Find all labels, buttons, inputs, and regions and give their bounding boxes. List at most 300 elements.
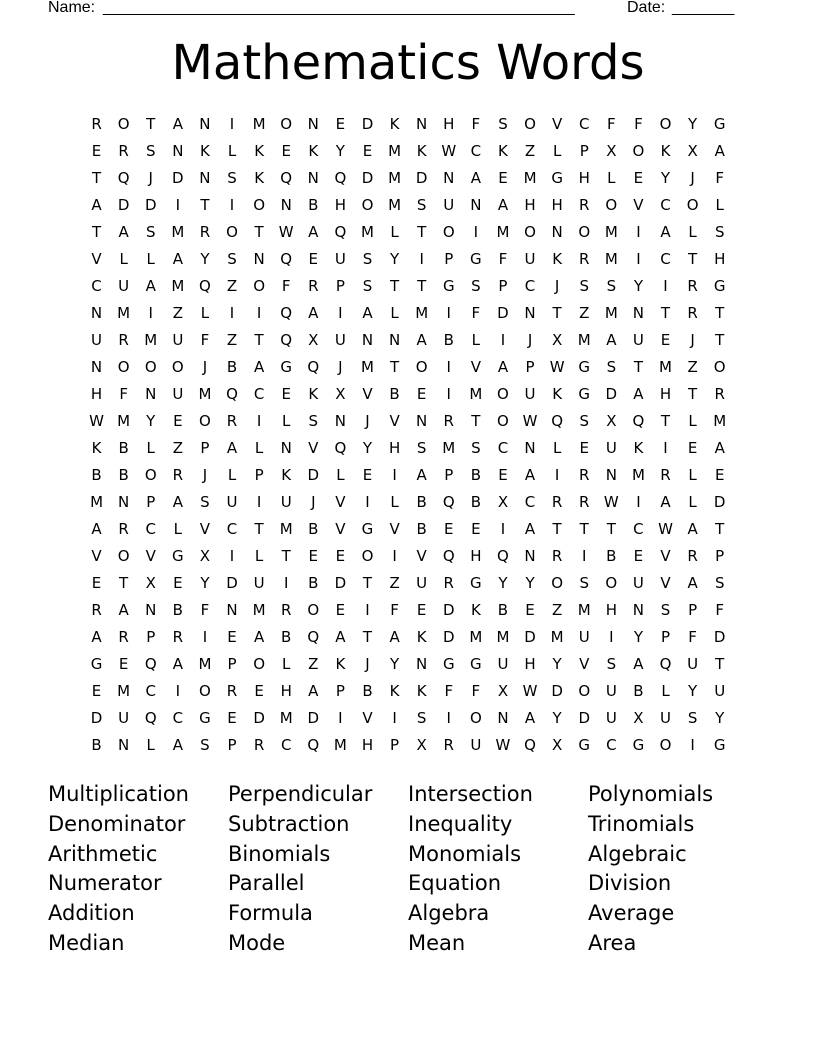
grid-letter[interactable]: E [498,169,508,187]
grid-letter[interactable]: N [334,412,346,430]
grid-letter[interactable]: O [226,223,238,241]
grid-letter[interactable]: U [524,250,536,268]
grid-letter[interactable]: C [633,520,644,538]
grid-letter[interactable]: H [280,682,292,700]
grid-letter[interactable]: Z [389,574,400,592]
grid-letter[interactable]: K [633,439,644,457]
grid-letter[interactable]: O [713,358,726,376]
grid-letter[interactable]: A [687,574,698,592]
grid-letter[interactable]: M [361,223,374,241]
grid-letter[interactable]: B [606,547,617,565]
grid-letter[interactable]: V [335,493,346,511]
grid-letter[interactable]: V [362,385,373,403]
grid-letter[interactable]: P [498,277,508,295]
grid-letter[interactable]: R [91,601,102,619]
grid-letter[interactable]: S [579,574,589,592]
grid-letter[interactable]: G [442,277,455,295]
grid-letter[interactable]: T [715,655,725,673]
grid-letter[interactable]: G [90,655,103,673]
grid-letter[interactable]: Y [688,682,698,700]
grid-letter[interactable]: C [578,115,590,133]
grid-letter[interactable]: Q [144,709,157,727]
grid-letter[interactable]: D [442,628,455,646]
grid-letter[interactable]: Y [688,115,698,133]
grid-letter[interactable]: R [551,493,563,511]
grid-letter[interactable]: E [633,169,644,187]
grid-letter[interactable]: O [171,358,184,376]
grid-letter[interactable]: S [145,142,156,160]
grid-letter[interactable]: C [524,493,536,511]
grid-letter[interactable]: N [361,331,374,349]
grid-letter[interactable]: T [281,547,291,565]
grid-letter[interactable]: F [444,682,454,700]
grid-letter[interactable]: M [469,628,483,646]
grid-letter[interactable]: D [713,628,726,646]
grid-letter[interactable]: L [254,547,264,565]
grid-letter[interactable]: C [660,250,671,268]
grid-letter[interactable]: H [443,115,455,133]
grid-letter[interactable]: Q [442,493,455,511]
grid-letter[interactable]: X [687,142,698,160]
grid-letter[interactable]: S [606,277,617,295]
grid-letter[interactable]: V [660,547,671,565]
grid-letter[interactable]: W [278,223,294,241]
grid-letter[interactable]: F [471,304,481,322]
grid-letter[interactable]: J [690,169,695,187]
grid-letter[interactable]: M [361,358,374,376]
grid-letter[interactable]: Q [551,412,564,430]
grid-letter[interactable]: Q [226,385,238,403]
grid-letter[interactable]: A [172,736,183,754]
grid-letter[interactable]: W [89,412,104,430]
grid-letter[interactable]: X [145,574,156,592]
grid-letter[interactable]: C [660,196,671,214]
grid-letter[interactable]: F [471,115,481,133]
grid-letter[interactable]: Y [660,169,671,187]
grid-letter[interactable]: V [660,574,671,592]
grid-letter[interactable]: G [578,358,591,376]
grid-letter[interactable]: Z [226,277,238,295]
grid-letter[interactable]: O [117,115,130,133]
grid-letter[interactable]: F [471,682,481,700]
grid-letter[interactable]: Z [552,601,563,619]
grid-letter[interactable]: S [498,115,508,133]
grid-letter[interactable]: M [388,196,402,214]
grid-letter[interactable]: Y [633,277,643,295]
grid-letter[interactable]: D [361,169,374,187]
grid-letter[interactable]: S [308,412,319,430]
grid-letter[interactable]: M [252,115,266,133]
grid-letter[interactable]: R [579,196,590,214]
grid-letter[interactable]: L [552,142,562,160]
grid-letter[interactable]: A [606,331,617,349]
grid-letter[interactable]: I [392,709,397,727]
grid-letter[interactable]: N [416,655,428,673]
grid-letter[interactable]: O [117,358,130,376]
grid-letter[interactable]: Y [200,574,210,592]
grid-letter[interactable]: T [688,250,698,268]
grid-letter[interactable]: S [606,655,617,673]
grid-letter[interactable]: R [199,223,211,241]
grid-letter[interactable]: H [524,655,536,673]
grid-letter[interactable]: S [714,574,725,592]
grid-letter[interactable]: R [226,682,238,700]
grid-letter[interactable]: D [90,709,103,727]
grid-letter[interactable]: I [636,250,641,268]
grid-letter[interactable]: I [175,682,181,700]
grid-letter[interactable]: B [172,601,183,619]
grid-letter[interactable]: E [471,520,481,538]
grid-letter[interactable]: Z [308,655,319,673]
grid-letter[interactable]: V [552,115,563,133]
grid-letter[interactable]: E [91,682,102,700]
grid-letter[interactable]: M [171,277,185,295]
grid-letter[interactable]: E [660,331,671,349]
grid-letter[interactable]: E [335,547,346,565]
grid-letter[interactable]: X [633,709,644,727]
grid-letter[interactable]: A [633,385,644,403]
grid-letter[interactable]: H [659,385,672,403]
grid-letter[interactable]: P [227,736,237,754]
grid-letter[interactable]: N [280,439,292,457]
grid-letter[interactable]: R [253,736,265,754]
grid-letter[interactable]: I [229,196,235,214]
grid-letter[interactable]: J [365,412,370,430]
grid-letter[interactable]: V [470,358,481,376]
grid-letter[interactable]: C [470,142,482,160]
grid-letter[interactable]: H [334,196,347,214]
grid-letter[interactable]: S [714,223,725,241]
grid-letter[interactable]: O [253,655,266,673]
grid-letter[interactable]: M [469,385,483,403]
grid-letter[interactable]: Q [144,655,157,673]
grid-letter[interactable]: F [715,169,725,187]
grid-letter[interactable]: A [118,223,129,241]
grid-letter[interactable]: A [172,493,183,511]
grid-letter[interactable]: D [307,466,320,484]
grid-letter[interactable]: C [524,277,536,295]
grid-letter[interactable]: D [605,385,618,403]
grid-letter[interactable]: V [579,655,590,673]
grid-letter[interactable]: B [389,385,400,403]
grid-letter[interactable]: D [117,196,130,214]
grid-letter[interactable]: E [335,115,346,133]
grid-letter[interactable]: D [497,304,509,322]
grid-letter[interactable]: Q [307,358,320,376]
grid-letter[interactable]: A [91,520,102,538]
grid-letter[interactable]: L [227,142,237,160]
grid-letter[interactable]: M [333,736,347,754]
grid-letter[interactable]: I [256,304,262,322]
grid-letter[interactable]: J [311,493,316,511]
grid-letter[interactable]: T [362,574,373,592]
grid-letter[interactable]: Q [280,304,293,322]
grid-letter[interactable]: E [444,520,454,538]
grid-letter[interactable]: A [335,628,346,646]
grid-letter[interactable]: O [361,547,374,565]
grid-letter[interactable]: T [146,115,156,133]
grid-letter[interactable]: T [417,277,427,295]
grid-letter[interactable]: K [389,682,400,700]
grid-letter[interactable]: L [173,520,182,538]
grid-letter[interactable]: O [578,682,591,700]
grid-letter[interactable]: F [688,628,697,646]
grid-letter[interactable]: I [392,547,397,565]
grid-letter[interactable]: E [281,385,291,403]
grid-letter[interactable]: U [226,493,238,511]
grid-letter[interactable]: E [227,709,237,727]
grid-letter[interactable]: R [118,142,129,160]
grid-letter[interactable]: M [659,358,672,376]
grid-letter[interactable]: L [471,331,481,349]
grid-letter[interactable]: K [308,385,319,403]
grid-letter[interactable]: S [471,439,481,457]
grid-letter[interactable]: B [308,196,319,214]
grid-letter[interactable]: O [524,115,536,133]
grid-letter[interactable]: R [443,412,454,430]
grid-letter[interactable]: B [308,574,319,592]
grid-letter[interactable]: B [91,736,102,754]
grid-letter[interactable]: A [91,196,102,214]
grid-letter[interactable]: D [172,169,184,187]
grid-letter[interactable]: F [200,601,210,619]
grid-letter[interactable]: I [229,115,235,133]
grid-letter[interactable]: K [552,385,563,403]
grid-letter[interactable]: T [688,385,698,403]
grid-letter[interactable]: G [470,574,482,592]
grid-letter[interactable]: I [446,304,451,322]
grid-letter[interactable]: G [578,385,591,403]
grid-letter[interactable]: N [226,601,238,619]
grid-letter[interactable]: A [253,358,265,376]
grid-letter[interactable]: R [443,736,454,754]
grid-letter[interactable]: Y [335,142,345,160]
grid-letter[interactable]: U [605,709,617,727]
grid-letter[interactable]: U [470,736,482,754]
grid-letter[interactable]: L [146,736,155,754]
grid-letter[interactable]: X [497,682,509,700]
grid-letter[interactable]: M [388,169,402,187]
grid-letter[interactable]: L [715,196,724,214]
grid-letter[interactable]: U [172,331,184,349]
grid-letter[interactable]: L [146,250,155,268]
grid-letter[interactable]: I [338,709,343,727]
grid-letter[interactable]: A [362,304,373,322]
grid-letter[interactable]: O [497,412,509,430]
grid-letter[interactable]: C [280,736,292,754]
grid-letter[interactable]: T [119,574,129,592]
grid-letter[interactable]: R [579,493,590,511]
grid-letter[interactable]: S [416,196,427,214]
grid-letter[interactable]: L [552,439,562,457]
grid-letter[interactable]: S [227,250,237,268]
grid-letter[interactable]: Q [280,250,293,268]
grid-letter[interactable]: C [497,439,509,457]
grid-letter[interactable]: M [496,628,510,646]
grid-letter[interactable]: O [551,574,564,592]
grid-letter[interactable]: V [389,520,400,538]
grid-letter[interactable]: P [444,466,454,484]
grid-letter[interactable]: L [282,655,291,673]
grid-letter[interactable]: N [497,709,509,727]
grid-letter[interactable]: P [525,358,535,376]
grid-letter[interactable]: R [172,628,184,646]
grid-letter[interactable]: Z [226,331,238,349]
grid-letter[interactable]: R [660,466,671,484]
grid-letter[interactable]: U [660,709,671,727]
grid-letter[interactable]: T [660,412,671,430]
grid-letter[interactable]: O [144,466,157,484]
grid-letter[interactable]: A [145,277,156,295]
grid-letter[interactable]: X [606,142,617,160]
grid-letter[interactable]: A [714,439,725,457]
grid-letter[interactable]: T [606,520,616,538]
grid-letter[interactable]: A [308,304,319,322]
grid-letter[interactable]: X [308,331,319,349]
grid-letter[interactable]: T [633,358,643,376]
grid-letter[interactable]: J [365,655,370,673]
grid-letter[interactable]: B [118,439,129,457]
grid-letter[interactable]: S [362,277,373,295]
grid-letter[interactable]: Q [334,223,347,241]
grid-letter[interactable]: I [202,628,208,646]
grid-letter[interactable]: R [118,520,129,538]
grid-letter[interactable]: Y [362,439,373,457]
grid-letter[interactable]: L [688,466,697,484]
grid-letter[interactable]: U [687,655,699,673]
grid-letter[interactable]: E [416,601,427,619]
grid-letter[interactable]: U [118,277,130,295]
grid-letter[interactable]: I [609,628,614,646]
grid-letter[interactable]: L [119,250,128,268]
grid-letter[interactable]: O [253,277,266,295]
grid-letter[interactable]: Z [172,439,183,457]
grid-letter[interactable]: T [91,223,102,241]
grid-letter[interactable]: K [200,142,210,160]
grid-letter[interactable]: Y [389,655,400,673]
grid-letter[interactable]: I [229,304,235,322]
grid-letter[interactable]: L [227,466,237,484]
grid-letter[interactable]: M [523,169,537,187]
grid-letter[interactable]: J [554,277,560,295]
grid-letter[interactable]: V [362,709,373,727]
grid-letter[interactable]: K [389,115,400,133]
grid-letter[interactable]: A [172,115,183,133]
grid-letter[interactable]: N [416,412,428,430]
grid-letter[interactable]: R [280,601,292,619]
grid-letter[interactable]: N [307,115,319,133]
grid-letter[interactable]: E [254,682,264,700]
grid-letter[interactable]: A [308,223,319,241]
grid-letter[interactable]: A [91,628,102,646]
grid-letter[interactable]: E [91,142,102,160]
grid-letter[interactable]: J [338,358,343,376]
grid-letter[interactable]: R [308,277,319,295]
grid-letter[interactable]: V [633,196,644,214]
grid-letter[interactable]: A [389,628,400,646]
grid-letter[interactable]: S [660,601,671,619]
grid-letter[interactable]: X [497,493,509,511]
grid-letter[interactable]: P [146,628,156,646]
grid-letter[interactable]: G [361,520,374,538]
grid-letter[interactable]: E [687,439,698,457]
grid-letter[interactable]: N [172,142,184,160]
grid-letter[interactable]: W [441,142,457,160]
grid-letter[interactable]: X [199,547,211,565]
grid-letter[interactable]: T [715,520,725,538]
grid-letter[interactable]: L [688,493,697,511]
grid-letter[interactable]: X [606,412,617,430]
grid-letter[interactable]: Q [497,547,509,565]
grid-letter[interactable]: Q [199,277,211,295]
grid-letter[interactable]: P [335,277,345,295]
grid-letter[interactable]: T [200,196,210,214]
grid-letter[interactable]: A [524,520,536,538]
grid-letter[interactable]: B [633,682,644,700]
grid-letter[interactable]: T [254,331,264,349]
grid-letter[interactable]: N [145,385,157,403]
grid-letter[interactable]: A [172,655,183,673]
grid-letter[interactable]: M [252,601,266,619]
grid-letter[interactable]: R [687,547,698,565]
grid-letter[interactable]: M [117,682,131,700]
grid-letter[interactable]: B [443,331,454,349]
grid-letter[interactable]: L [607,169,616,187]
grid-letter[interactable]: T [389,358,400,376]
grid-letter[interactable]: A [118,601,129,619]
grid-letter[interactable]: L [282,412,291,430]
grid-letter[interactable]: T [417,223,427,241]
grid-letter[interactable]: U [605,682,617,700]
grid-letter[interactable]: U [280,493,292,511]
grid-letter[interactable]: P [227,655,237,673]
grid-letter[interactable]: T [389,277,400,295]
grid-letter[interactable]: G [713,736,726,754]
grid-letter[interactable]: M [713,412,727,430]
grid-letter[interactable]: W [495,736,511,754]
grid-letter[interactable]: A [226,439,238,457]
grid-letter[interactable]: P [335,682,345,700]
name-blank-line[interactable]: _____________________________________________________ [103,0,575,16]
grid-letter[interactable]: F [200,331,210,349]
grid-letter[interactable]: H [90,385,103,403]
grid-letter[interactable]: R [714,385,725,403]
grid-letter[interactable]: K [254,169,265,187]
grid-letter[interactable]: U [334,250,346,268]
grid-letter[interactable]: N [605,466,617,484]
grid-letter[interactable]: F [390,601,399,619]
grid-letter[interactable]: S [606,358,617,376]
grid-letter[interactable]: G [199,709,211,727]
grid-letter[interactable]: D [524,628,536,646]
grid-letter[interactable]: R [118,628,129,646]
grid-letter[interactable]: H [470,547,482,565]
grid-letter[interactable]: A [524,709,536,727]
grid-letter[interactable]: P [390,736,400,754]
grid-letter[interactable]: H [524,196,536,214]
grid-letter[interactable]: L [390,304,399,322]
grid-letter[interactable]: A [416,466,427,484]
grid-letter[interactable]: H [714,250,726,268]
grid-letter[interactable]: N [632,304,645,322]
grid-letter[interactable]: D [415,169,428,187]
grid-letter[interactable]: E [714,466,725,484]
grid-letter[interactable]: R [118,331,129,349]
grid-letter[interactable]: R [91,115,102,133]
grid-letter[interactable]: A [470,169,481,187]
grid-letter[interactable]: T [552,520,562,538]
grid-letter[interactable]: S [227,169,237,187]
